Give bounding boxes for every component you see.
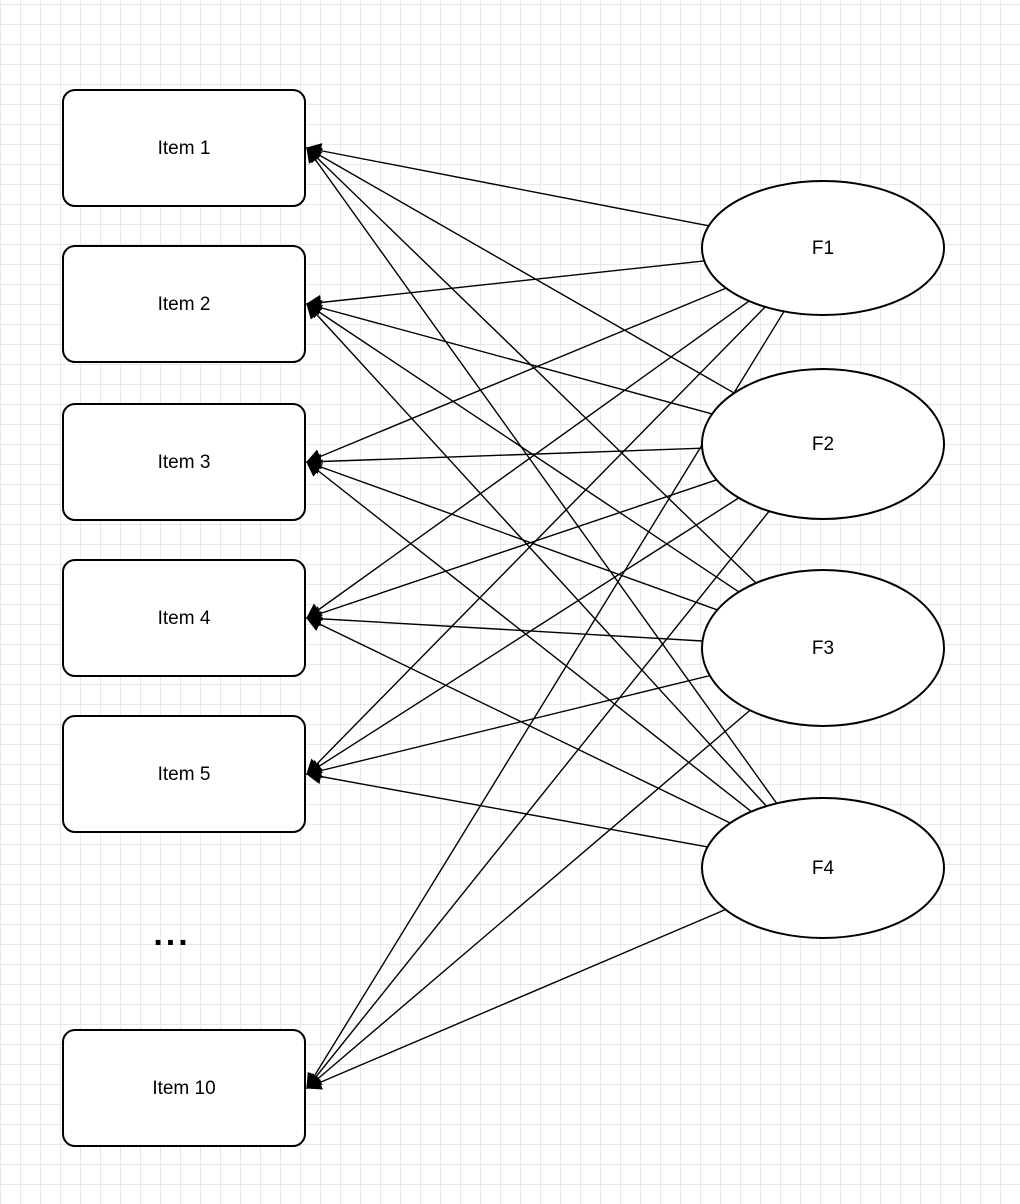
item-node-item5[interactable] (63, 716, 305, 832)
factor-label: F3 (811, 638, 835, 660)
item-node-item4[interactable] (63, 560, 305, 676)
item-node-item10[interactable] (63, 1030, 305, 1146)
nodes-layer (63, 90, 944, 1146)
edge-f3-to-item1[interactable] (307, 148, 756, 583)
item-node-item1[interactable] (63, 90, 305, 206)
factor-label: F4 (811, 858, 835, 880)
item-node-item3[interactable] (63, 404, 305, 520)
item-label: Item 1 (157, 138, 211, 160)
edge-f1-to-item3[interactable] (307, 288, 726, 462)
factor-label: F1 (811, 238, 835, 260)
item-label: Item 4 (157, 608, 211, 630)
factor-node-f4[interactable] (702, 798, 944, 938)
edge-f2-to-item1[interactable] (307, 148, 734, 393)
edge-f2-to-item4[interactable] (307, 480, 717, 618)
edge-f2-to-item3[interactable] (307, 448, 702, 462)
factor-label: F2 (811, 434, 835, 456)
item-label: Item 2 (157, 294, 211, 316)
edge-f4-to-item5[interactable] (307, 774, 708, 847)
item-node-item2[interactable] (63, 246, 305, 362)
factor-node-f2[interactable] (702, 369, 944, 519)
factor-node-f3[interactable] (702, 570, 944, 726)
item-label: Item 5 (157, 764, 211, 786)
edge-f3-to-item2[interactable] (307, 304, 739, 592)
item-label: Item 3 (157, 452, 211, 474)
edge-f3-to-item4[interactable] (307, 618, 702, 641)
edge-f1-to-item1[interactable] (307, 148, 709, 226)
factor-node-f1[interactable] (702, 181, 944, 315)
ellipsis-label: ... (153, 914, 191, 953)
edge-f4-to-item10[interactable] (307, 910, 726, 1088)
edge-f2-to-item2[interactable] (307, 304, 712, 414)
edge-f2-to-item10[interactable] (307, 511, 769, 1088)
edge-f1-to-item2[interactable] (307, 261, 704, 304)
edge-f3-to-item10[interactable] (307, 710, 750, 1088)
edge-f4-to-item2[interactable] (307, 304, 766, 806)
item-label: Item 10 (152, 1078, 216, 1100)
edge-f4-to-item4[interactable] (307, 618, 730, 823)
